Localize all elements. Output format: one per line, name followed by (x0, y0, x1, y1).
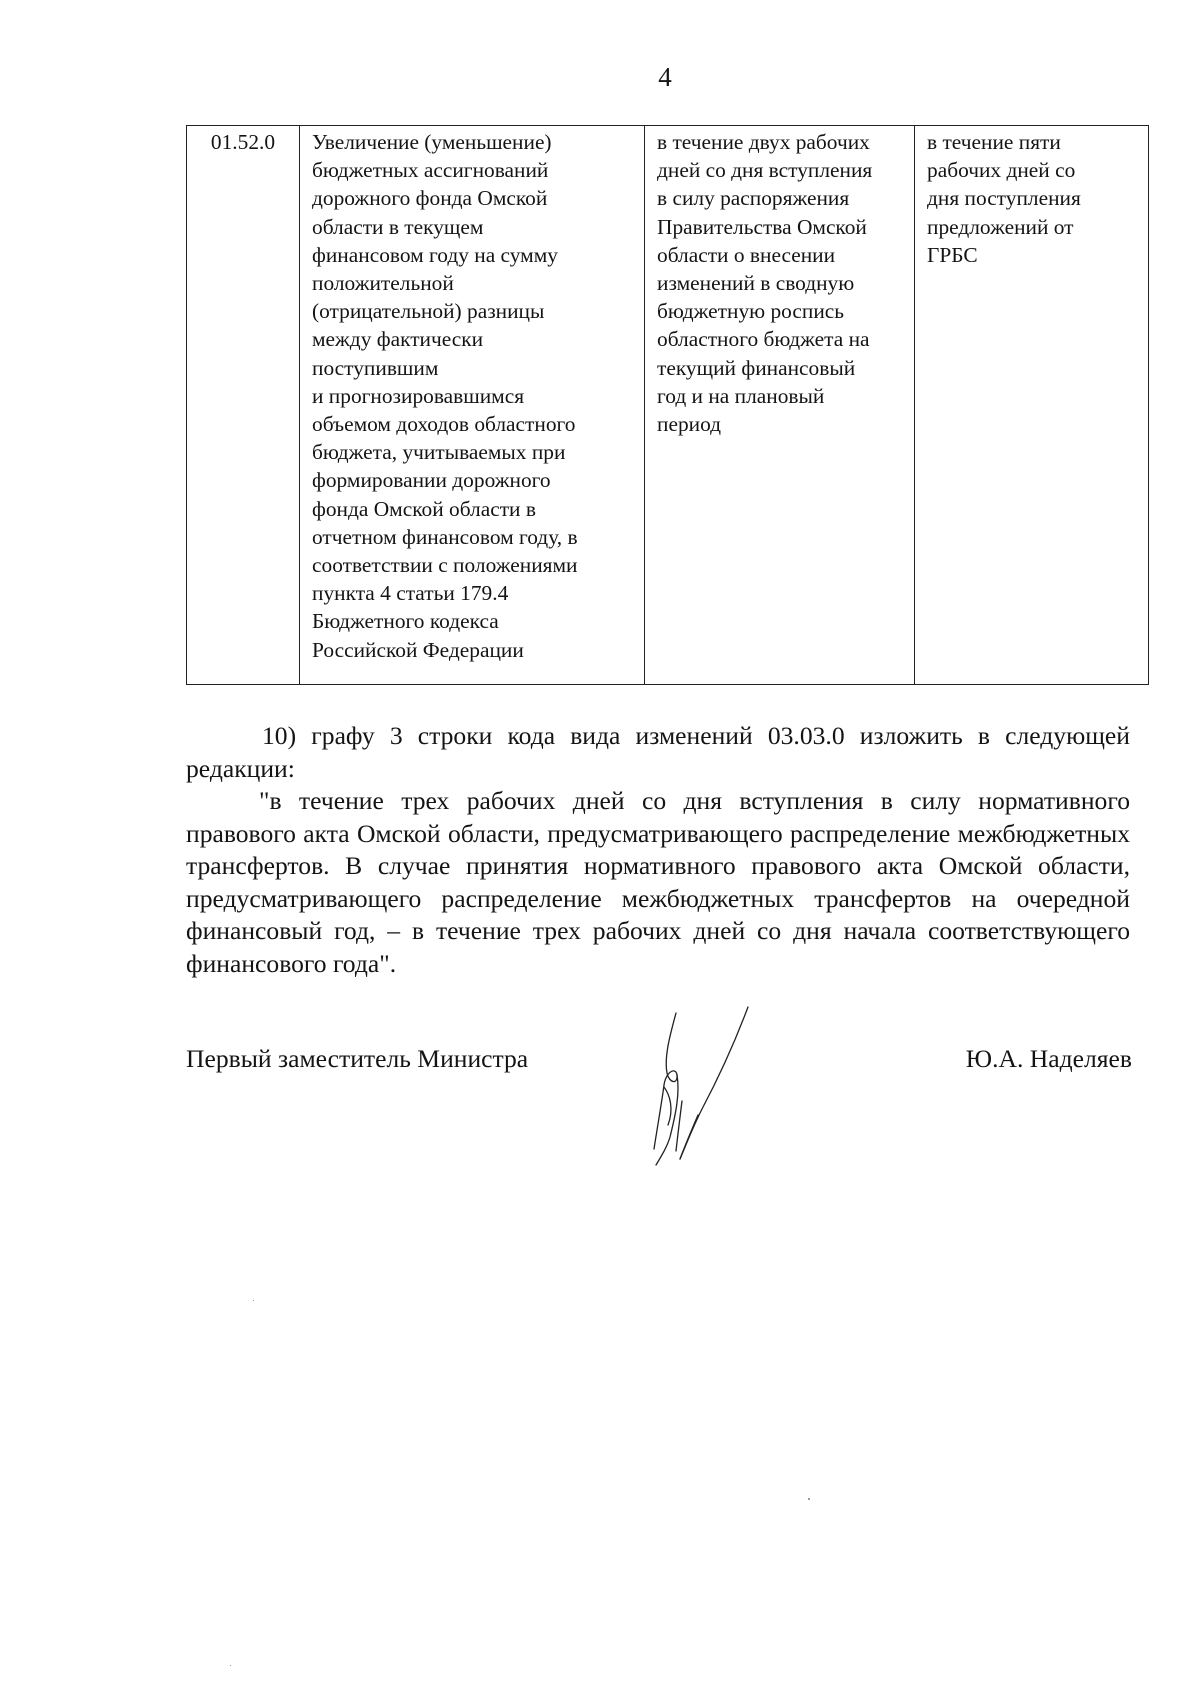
amendment-quote: "в течение трех рабочих дней со дня вступления в силу нормативного правового акта Омской области, предусматривающего распределение межбюджетных трансфертов. В случае принятия нормативного правового акта Омской области, предусматривающего распределение межбюджетных трансфертов на очередной финансовый год, – в течение трех рабочих дней со дня начала соответствующего финансового года". (186, 786, 1130, 978)
handwritten-signature (640, 1005, 770, 1175)
deadline-budget-list: в течение двух рабочих дней со дня вступления в силу распоряжения Правительства Омской области о внесении изменений в сводную бюджетную роспись областного бюджета на текущий финансовый год и на плановый период (657, 130, 873, 437)
change-description: Увеличение (уменьшение) бюджетных ассигнований дорожного фонда Омской области в текущем финансовом году на сумму положительной (отрицательной) разницы между фактически поступившим и прогнозировавшимся объемом доходов областного бюджета, учитываемых при формировании дорожного фонда Омской области в отчетном финансовом году, в соответствии с положениями пункта 4 статьи 179.4 Бюджетного кодекса Российской Федерации (312, 130, 578, 662)
deadline-budget-list-cell (645, 126, 915, 685)
scan-speck (230, 1665, 231, 1666)
description-cell (300, 126, 645, 685)
amendment-item-10: 10) графу 3 строки кода вида изменений 03.03.0 изложить в следующей редакции: (186, 721, 1130, 783)
scan-speck (808, 1498, 810, 1500)
signer-name: Ю.А. Наделяев (965, 1044, 1132, 1073)
deadline-limits: в течение пяти рабочих дней со дня поступления предложений от ГРБС (927, 130, 1081, 267)
table-row (187, 126, 1149, 685)
scan-speck (253, 1300, 254, 1301)
change-code-cell (187, 126, 300, 685)
page-number: 4 (658, 62, 672, 92)
changes-table (186, 125, 1149, 685)
change-code: 01.52.0 (210, 130, 276, 154)
signer-position: Первый заместитель Министра (186, 1044, 529, 1073)
deadline-limits-cell (915, 126, 1149, 685)
